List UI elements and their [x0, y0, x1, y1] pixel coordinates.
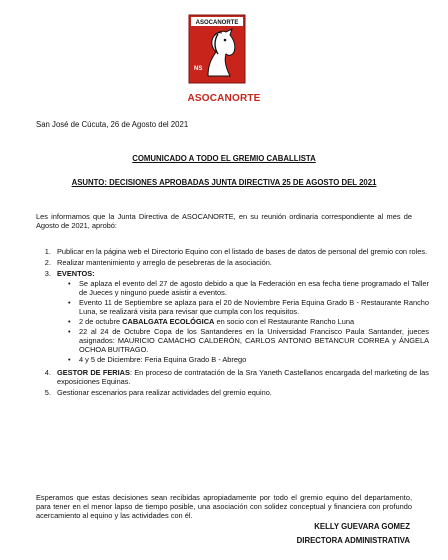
organization-name: ASOCANORTE — [187, 93, 261, 104]
decision-item — [53, 258, 429, 267]
decision-text: Realizar mantenimiento y arreglo de pesebreras de la asociación. — [57, 258, 272, 268]
decision-text: Gestionar escenarios para realizar actividades del gremio equino. — [57, 388, 272, 398]
decision-item — [53, 388, 429, 397]
events-list — [57, 279, 429, 364]
event-text-post: en socio con el Restaurante Rancho Luna — [214, 317, 355, 327]
event-item — [79, 355, 429, 364]
signature-role: DIRECTORA ADMINISTRATIVA — [296, 536, 410, 545]
place-date: San José de Cúcuta, 26 de Agosto del 2021 — [36, 120, 189, 129]
decision-label: EVENTOS: — [57, 269, 95, 279]
event-text: 22 al 24 de Octubre Copa de los Santanderes en la Universidad Francisco Paula Santander, jueces asignados: MAURICIO CAMACHO CALDERÓN, CARLOS ANTONIO BETANCUR CORREA y ÁNGELA OCHOA BUITRAGO. — [79, 327, 429, 355]
decision-item — [53, 247, 429, 256]
asocanorte-logo — [188, 14, 246, 84]
decision-text: : En proceso de contratación de la Sra Yaneth Castellanos encargada del marketing de las exposiciones Equinas. — [57, 368, 429, 387]
logo-initials: NS — [194, 66, 203, 72]
document-subject: ASUNTO: DECISIONES APROBADAS JUNTA DIRECTIVA 25 DE AGOSTO DEL 2021 — [71, 178, 377, 187]
event-text-bold: CABALGATA ECOLÓGICA — [122, 317, 215, 327]
event-text: Evento 11 de Septiembre se aplaza para el 20 de Noviembre Feria Equina Grado B - Restaurante Rancho Luna, se realizará visita para revisar que cumpla con los requisitos. — [79, 298, 429, 317]
document-title: COMUNICADO A TODO EL GREMIO CABALLISTA — [132, 154, 316, 163]
decision-item-events — [53, 269, 429, 364]
event-item — [79, 317, 429, 326]
event-item — [79, 298, 429, 316]
decisions-list — [36, 247, 429, 399]
event-item — [79, 279, 429, 297]
decision-text: Publicar en la página web el Directorio Equino con el listado de bases de datos de personal del gremio con roles. — [57, 247, 428, 256]
decision-item — [53, 368, 429, 386]
event-item — [79, 327, 429, 354]
logo-banner-text: ASOCANORTE — [195, 20, 239, 26]
event-text: Se aplaza el evento del 27 de agosto debido a que la Federación en esa fecha tiene programado el Taller de Jueces y ninguno puede asistir a eventos. — [79, 279, 429, 298]
event-text-pre: 2 de octubre — [79, 317, 123, 327]
event-text: 4 y 5 de Diciembre: Feria Equina Grado B - Abrego — [79, 355, 247, 365]
intro-paragraph: Les informamos que la Junta Directiva de ASOCANORTE, en su reunión ordinaria correspondiente al mes de Agosto de 2021, aprobó: — [36, 212, 412, 231]
signature-name: KELLY GUEVARA GOMEZ — [314, 522, 410, 531]
decision-label: GESTOR DE FERIAS — [57, 368, 130, 378]
closing-paragraph: Esperamos que estas decisiones sean recibidas apropiadamente por todo el gremio equino del departamento, para tener en el menor lapso de tiempo posible, una asociación con solidez conceptual y financiera con profundo acercamiento al equino y las actividades con él. — [36, 493, 412, 521]
